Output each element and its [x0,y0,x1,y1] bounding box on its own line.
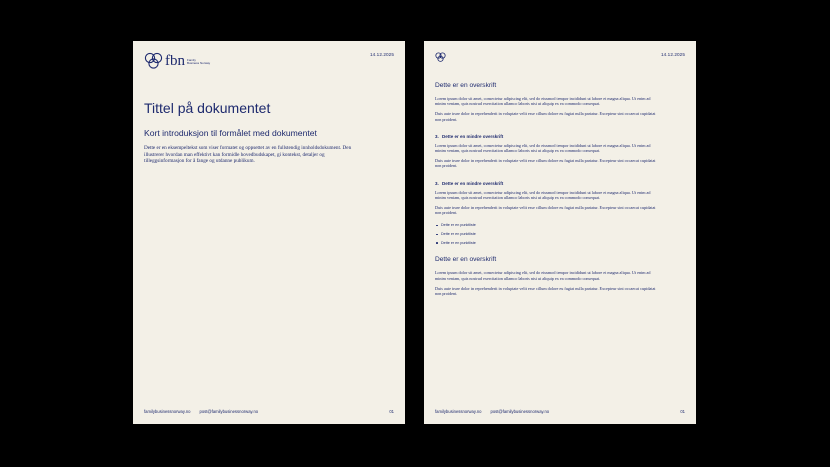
subsection-number: 3. [435,180,439,186]
intro-paragraph: Dette er en eksempeltekst som viser formatet og oppsettet av en fullstendig innholdsdokument. Den illustrerer hvordan man effektivt kan formidle hovedbudskapet, gi kontekst, detaljer og tilleggsinformasjon for å fange og utdanne publikum. [144,145,352,165]
document-date: 14.12.2025 [370,52,394,57]
section-heading: Dette er en overskrift [435,82,497,89]
page-number: 01 [389,409,394,414]
body-paragraph: Lorem ipsum dolor sit amet, consectetur adipiscing elit, sed do eiusmod tempor incididunt ut labore et magna aliqua. Ut enim ad minim veniam, quis nostrud exercitation ullamco laboris nisi ut aliquip ex ea commodo consequat. [435,142,651,154]
document-title: Tittel på dokumentet [144,100,271,116]
subsection-heading-text: Dette er en mindre overskrift [442,133,504,139]
bullet-list [435,223,660,245]
logo-wordmark: fbn [165,52,185,69]
document-date: 14.12.2025 [661,52,685,57]
page-number: 01 [680,409,685,414]
body-paragraph: Duis aute irure dolor in reprehenderit in voluptate velit esse cillum dolore eu fugiat nulla pariatur. Excepteur sint occaecat cupidatat non proident. [435,158,656,169]
rings-logo-icon [435,52,446,62]
body-paragraph: Duis aute irure dolor in reprehenderit in voluptate velit esse cillum dolore eu fugiat nulla pariatur. Excepteur sint occaecat cupidatat non proident. [435,285,656,296]
document-subtitle: Kort introduksjon til formålet med dokumentet [144,128,317,138]
logo-subtitle-line2: Business Norway [187,61,211,65]
document-page-1 [133,41,405,424]
fbn-logo-small [435,52,446,62]
list-item: Dette er en punktliste [435,223,660,228]
subsection-heading [435,181,660,186]
body-paragraph: Duis aute irure dolor in reprehenderit in voluptate velit esse cillum dolore eu fugiat nulla pariatur. Excepteur sint occaecat cupidatat non proident. [435,205,656,216]
footer-email-link[interactable]: post@familybusinessnorway.no [199,409,259,414]
page-footer [144,409,394,414]
page-body [435,82,660,301]
logo-subtitle [187,59,210,66]
rings-logo-icon [144,52,163,69]
body-paragraph: Lorem ipsum dolor sit amet, consectetur adipiscing elit, sed do eiusmod tempor incididunt ut labore et magna aliqua. Ut enim ad minim veniam, quis nostrud exercitation ullamco laboris nisi ut aliquip ex ea commodo consequat. [435,96,651,107]
list-item: Dette er en punktliste [435,241,660,246]
subsection-heading [435,134,660,139]
footer-website-link[interactable]: familybusinessnorway.no [435,409,482,414]
body-paragraph: Duis aute irure dolor in reprehenderit in voluptate velit esse cillum dolore eu fugiat nulla pariatur. Excepteur sint occaecat cupidatat non proident. [435,111,656,122]
document-page-2 [424,41,696,424]
subsection-number: 3. [435,133,439,139]
list-item: Dette er en punktliste [435,232,660,237]
fbn-logo [144,52,210,69]
body-paragraph: Lorem ipsum dolor sit amet, consectetur adipiscing elit, sed do eiusmod tempor incididunt ut labore et magna aliqua. Ut enim ad minim veniam, quis nostrud exercitation ullamco laboris nisi ut aliquip ex ea commodo consequat. [435,189,651,200]
footer-email-link[interactable]: post@familybusinessnorway.no [490,409,550,414]
logo-subtitle-line1: Family [187,57,196,62]
body-paragraph: Lorem ipsum dolor sit amet, consectetur adipiscing elit, sed do eiusmod tempor incididunt ut labore et magna aliqua. Ut enim ad minim veniam, quis nostrud exercitation ullamco laboris nisi ut aliquip ex ea commodo consequat. [435,270,651,281]
page-footer [435,409,685,414]
section-heading: Dette er en overskrift [435,256,497,264]
footer-website-link[interactable]: familybusinessnorway.no [144,409,191,414]
subsection-heading-text: Dette er en mindre overskrift [442,180,504,186]
